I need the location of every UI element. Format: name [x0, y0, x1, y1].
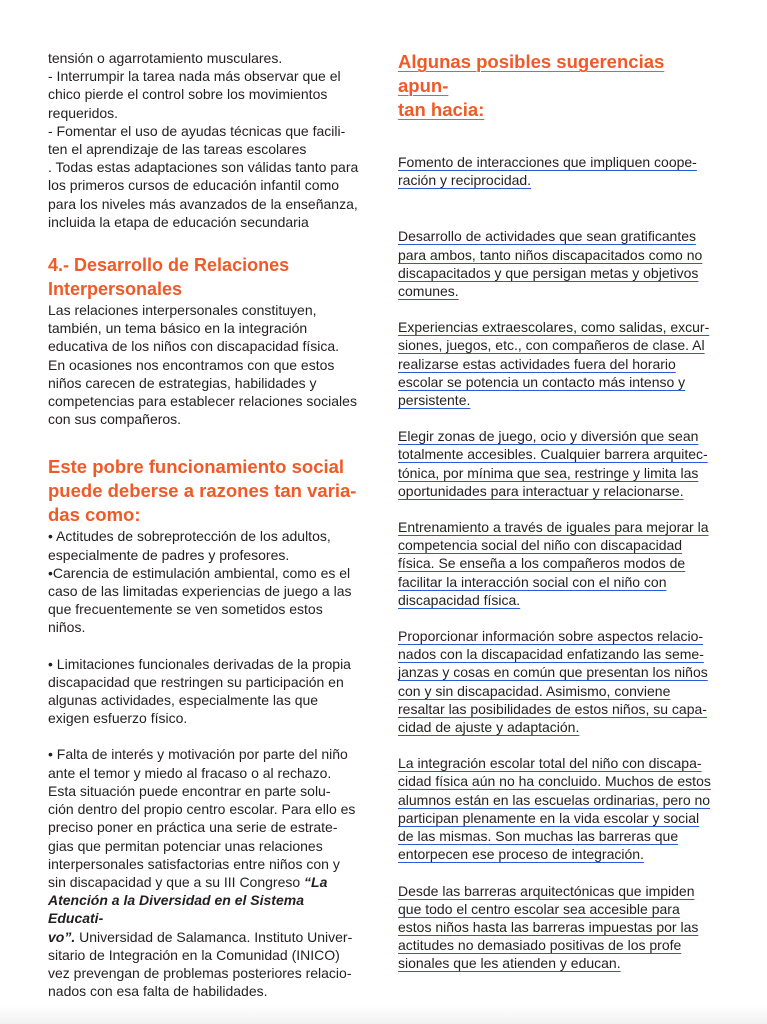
bullet-lack-of-interest	[48, 745, 360, 1000]
paragraph-barriers: Desde las barreras arquitectónicas que impiden que todo el centro escolar sea accesible para estos niños hasta las barreras impuestas por las actitudes no demasiado positivas de los profe sionales que les atienden y educan.	[398, 882, 699, 972]
suggestion-extracurricular: Experiencias extraescolares, como salidas, excur- siones, juegos, etc., con compañeros de clase. Al realizarse estas actividades fuera del horario escolar se potencia un contacto más intenso y persistente.	[398, 319, 710, 409]
social-functioning-subheading: Este pobre funcionamiento social puede deberse a razones tan varia- das como:	[48, 456, 357, 526]
bullet-lack-of-interest-tail: Universidad de Salamanca. Instituto Univer- sitario de Integración en la Comunidad (INICO) vez prevengan de problemas posteriores relacio- nados con esa falta de habilidades.	[48, 928, 353, 1000]
bullet-lack-of-interest-text: • Falta de interés y motivación por parte del niño ante el temor y miedo al fracaso o al rechazo. Esta situación puede encontrar en parte solu- ción dentro del propio centro escolar. Para ello es preciso poner en práctica una serie de estrate- gias que permitan potenciar unas relaciones interpersonales satisfactorias entre niños con y sin discapacidad y que a su III Congreso	[48, 746, 356, 890]
intro-paragraph: tensión o agarrotamiento musculares. - Interrumpir la tarea nada más observar que el chico pierde el control sobre los movimientos requeridos. - Fomentar el uso de ayudas técnicas que facili- ten el aprendizaje de las tareas escolares . Todas estas adaptaciones son válidas tanto para los primeros cursos de educación infantil como para los niveles más avanzados de la enseñanza, incluida la etapa de educación secundaria	[48, 50, 359, 230]
congress-title: “La Atención a la Diversidad en el Sistema Educati- vo”.	[48, 873, 328, 945]
suggestions-heading: Algunas posibles sugerencias apun- tan hacia:	[398, 51, 665, 120]
section-4-body: Las relaciones interpersonales constituyen, también, un tema básico en la integración educativa de los niños con discapacidad física. En ocasiones nos encontramos con que estos niños carecen de estrategias, habilidades y competencias para establecer relaciones sociales con sus compañeros.	[48, 302, 357, 428]
suggestion-cooperation: Fomento de interacciones que impliquen coope- ración y reciprocidad.	[398, 154, 697, 189]
paragraph-school-integration: La integración escolar total del niño con discapa- cidad física aún no ha concluido. Muchos de estos alumnos están en las escuelas ordinarias, pero no participan plenamente en la vida escolar y social de las mismas. Son muchas las barreras que entorpecen ese proceso de integración.	[398, 755, 711, 863]
right-column	[398, 50, 716, 973]
bullet-overprotection: • Actitudes de sobreprotección de los adultos, especialmente de padres y profesores. •Carencia de estimulación ambiental, como es el caso de las limitadas experiencias de juego a las que frecuentemente se ven sometidos estos niños.	[48, 528, 352, 636]
left-column	[48, 49, 360, 1000]
bullet-functional-limitations: • Limitaciones funcionales derivadas de la propia discapacidad que restringen su participación en algunas actividades, especialmente las que exigen esfuerzo físico.	[48, 655, 351, 727]
suggestion-accessible-zones: Elegir zonas de juego, ocio y diversión que sean totalmente accesibles. Cualquier barrera arquitec- tónica, por mínima que sea, restringe y limita las oportunidades para interactuar y relacionarse.	[398, 428, 708, 499]
suggestion-gratifying-activities: Desarrollo de actividades que sean gratificantes para ambos, tanto niños discapacitados como no discapacitados y que persigan metas y objetivos comunes.	[398, 228, 703, 300]
page-bottom-shadow	[0, 1006, 767, 1024]
section-4-heading: 4.- Desarrollo de Relaciones Interpersonales	[48, 255, 290, 300]
suggestion-peer-training: Entrenamiento a través de iguales para mejorar la competencia social del niño con discapacidad física. Se enseña a los compañeros modos de facilitar la interacción social con el niño con discapacidad física.	[398, 519, 709, 608]
suggestion-information: Proporcionar información sobre aspectos relacio- nados con la discapacidad enfatizando las seme- janzas y cosas en común que presentan los niños con y sin discapacidad. Asimismo, conviene resaltar las posibilidades de estos niños, su capa- cidad de ajuste y adaptación.	[398, 628, 708, 736]
